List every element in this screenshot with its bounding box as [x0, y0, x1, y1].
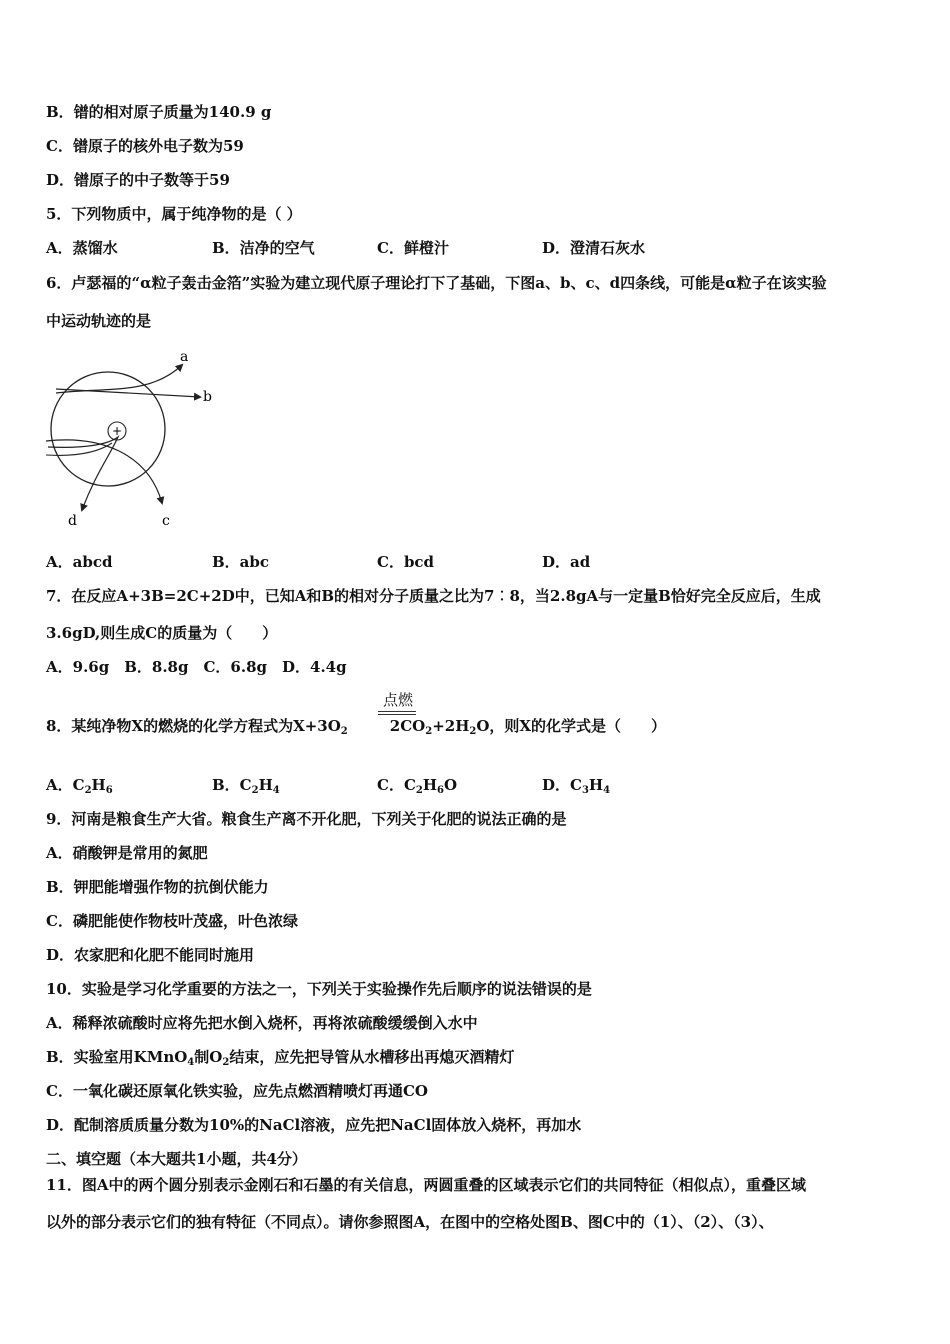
q7-stem-line2: 3.6gD,则生成C的质量为（ ）: [46, 624, 278, 642]
q8-equals-bar-bottom: [378, 714, 416, 715]
q5-option-b: B．洁净的空气: [212, 239, 315, 257]
q10-stem: 10．实验是学习化学重要的方法之一，下列关于实验操作先后顺序的说法错误的是: [46, 980, 592, 998]
q6-stem-line1: 6．卢瑟福的“α粒子轰击金箔”实验为建立现代原子理论打下了基础，下图a、b、c、d四条线，可能是α粒子在该实验: [46, 274, 827, 292]
q4-option-b: B．镨的相对原子质量为140.9 g: [46, 103, 272, 121]
q8-option-c: C．$C_2H_6O$: [377, 776, 458, 796]
nucleus-plus: +: [111, 424, 123, 438]
trajectory-d: [48, 437, 118, 510]
q7-options: A．9.6g B．8.8g C．6.8g D．4.4g: [46, 658, 347, 676]
q4-option-c: C．镨原子的核外电子数为59: [46, 137, 244, 155]
q9-option-c: C．磷肥能使作物枝叶茂盛，叶色浓绿: [46, 912, 298, 930]
trajectory-b: [56, 389, 200, 397]
q6-stem-line2: 中运动轨迹的是: [46, 312, 152, 330]
label-a: a: [180, 349, 189, 365]
q11-line2: 以外的部分表示它们的独有特征（不同点）。请你参照图A，在图中的空格处图B、图C中的（1）、（2）、（3）、: [46, 1213, 774, 1231]
q9-option-b: B．钾肥能增强作物的抗倒伏能力: [46, 878, 269, 896]
label-c: c: [162, 513, 170, 529]
q9-option-a: A．硝酸钾是常用的氮肥: [46, 844, 208, 862]
q8-reaction-condition: 点燃: [382, 691, 413, 709]
q11-line1: 11．图A中的两个圆分别表示金刚石和石墨的有关信息，两圆重叠的区域表示它们的共同特征（相似点），重叠区域: [46, 1176, 807, 1194]
q8-option-a: A．$C_2H_6$: [46, 776, 113, 796]
trajectory-a: [56, 365, 182, 393]
q4-option-d: D．镨原子的中子数等于59: [46, 171, 230, 189]
q10-option-b: B．实验室用KMnO$_4$制$O_2$结束，应先把导管从水槽移出再熄灭酒精灯: [46, 1048, 515, 1068]
q8-stem: 8．某纯净物X的燃烧的化学方程式为$X+3O_2$ $2CO_2+2H_2O$，则X的化学式是（ ）: [46, 717, 667, 737]
q6-option-d: D．ad: [542, 553, 591, 571]
q8-option-d: D．$C_3H_4$: [542, 776, 611, 796]
label-b: b: [203, 389, 212, 405]
q5-option-d: D．澄清石灰水: [542, 239, 646, 257]
q5-option-a: A．蒸馏水: [46, 239, 118, 257]
trajectory-c: [46, 440, 162, 503]
section2-title: 二、填空题（本大题共1小题，共4分）: [46, 1150, 307, 1168]
q9-stem: 9．河南是粮食生产大省。粮食生产离不开化肥，下列关于化肥的说法正确的是: [46, 810, 567, 828]
q10-option-c: C．一氧化碳还原氧化铁实验，应先点燃酒精喷灯再通CO: [46, 1082, 428, 1100]
q9-option-d: D．农家肥和化肥不能同时施用: [46, 946, 255, 964]
q10-option-d: D．配制溶质质量分数为10%的NaCl溶液，应先把NaCl固体放入烧杯，再加水: [46, 1116, 582, 1134]
q6-option-b: B．abc: [212, 553, 270, 571]
q10-option-a: A．稀释浓硫酸时应将先把水倒入烧杯，再将浓硫酸缓缓倒入水中: [46, 1014, 478, 1032]
q5-stem: 5．下列物质中，属于纯净物的是（ ）: [46, 205, 302, 223]
q5-option-c: C．鲜橙汁: [377, 239, 449, 257]
q8-option-b: B．$C_2H_4$: [212, 776, 280, 796]
label-d: d: [68, 513, 77, 529]
q8-equals-bar-top: [378, 711, 416, 712]
q6-option-c: C．bcd: [377, 553, 435, 571]
alpha-scattering-diagram: [40, 345, 240, 535]
q6-option-a: A．abcd: [46, 553, 113, 571]
q7-stem-line1: 7．在反应A+3B=2C+2D中，已知A和B的相对分子质量之比为7︰8，当2.8gA与一定量B恰好完全反应后，生成: [46, 587, 821, 605]
